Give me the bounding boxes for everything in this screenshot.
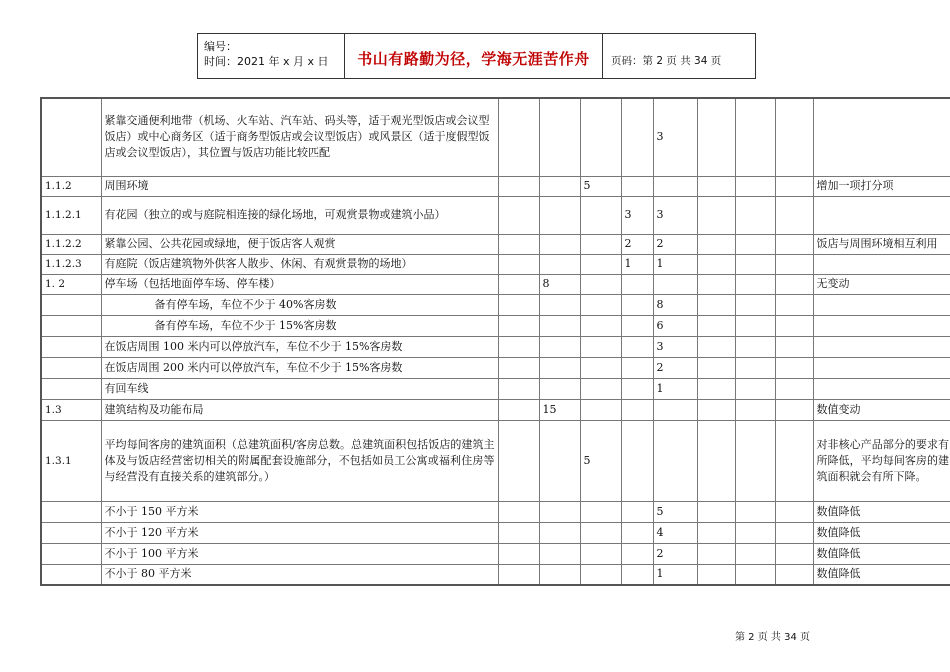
score-cell	[539, 543, 580, 564]
score-cell	[498, 234, 539, 254]
remark-cell: 数值降低	[813, 522, 950, 543]
score-cell: 2	[653, 543, 697, 564]
table-row	[41, 274, 950, 294]
score-cell	[539, 501, 580, 522]
score-cell	[775, 315, 813, 336]
score-cell	[775, 294, 813, 315]
score-cell	[580, 336, 621, 357]
score-cell	[580, 196, 621, 234]
score-cell	[697, 196, 735, 234]
score-cell: 1	[621, 254, 653, 274]
score-cell: 2	[653, 357, 697, 378]
score-cell	[498, 196, 539, 234]
remark-cell: 饭店与周围环境相互利用	[813, 234, 950, 254]
time-label: 时间：2021 年 x 月 x 日	[204, 55, 329, 68]
code-cell	[41, 357, 101, 378]
score-cell	[539, 98, 580, 176]
score-cell: 15	[539, 399, 580, 420]
item-cell: 在饭店周围 200 米内可以停放汽车，车位不少于 15%客房数	[101, 357, 498, 378]
rating-table	[40, 97, 950, 586]
score-cell	[580, 564, 621, 585]
remark-cell: 对非核心产品部分的要求有所降低，平均每间客房的建筑面积就会有所下降。	[813, 420, 950, 501]
score-cell	[775, 357, 813, 378]
score-cell	[580, 501, 621, 522]
score-cell: 5	[653, 501, 697, 522]
score-cell	[697, 315, 735, 336]
score-cell	[498, 564, 539, 585]
score-cell	[775, 274, 813, 294]
score-cell: 3	[653, 98, 697, 176]
score-cell	[735, 294, 775, 315]
score-cell	[580, 543, 621, 564]
item-cell: 平均每间客房的建筑面积（总建筑面积/客房总数。总建筑面积包括饭店的建筑主体及与饭店经营密切相关的附属配套设施部分，不包括如员工公寓或福利住房等与经营没有直接关系的建筑部分。）	[101, 420, 498, 501]
item-cell: 停车场（包括地面停车场、停车楼）	[101, 274, 498, 294]
score-cell: 2	[621, 234, 653, 254]
code-cell	[41, 294, 101, 315]
score-cell	[697, 399, 735, 420]
score-cell	[735, 522, 775, 543]
page-header	[197, 33, 756, 79]
table-row	[41, 98, 950, 176]
score-cell	[775, 564, 813, 585]
score-cell	[775, 501, 813, 522]
code-cell: 1.3	[41, 399, 101, 420]
table-row	[41, 399, 950, 420]
score-cell	[653, 176, 697, 196]
score-cell: 5	[580, 176, 621, 196]
code-cell	[41, 315, 101, 336]
remark-cell: 增加一项打分项	[813, 176, 950, 196]
table-row	[41, 420, 950, 501]
code-cell	[41, 98, 101, 176]
score-cell	[697, 274, 735, 294]
header-meta	[197, 33, 344, 79]
score-cell: 3	[653, 336, 697, 357]
remark-cell	[813, 294, 950, 315]
score-cell	[697, 176, 735, 196]
remark-cell	[813, 315, 950, 336]
table-row	[41, 234, 950, 254]
score-cell	[498, 522, 539, 543]
score-cell	[735, 234, 775, 254]
score-cell	[498, 378, 539, 399]
remark-cell: 数值变动	[813, 399, 950, 420]
remark-cell: 数值降低	[813, 564, 950, 585]
rating-table-body	[41, 98, 950, 585]
score-cell	[539, 378, 580, 399]
score-cell	[735, 378, 775, 399]
score-cell	[735, 176, 775, 196]
score-cell	[580, 399, 621, 420]
score-cell	[580, 294, 621, 315]
header-page-box	[603, 33, 756, 79]
score-cell	[775, 399, 813, 420]
item-cell: 在饭店周围 100 米内可以停放汽车，车位不少于 15%客房数	[101, 336, 498, 357]
score-cell	[580, 378, 621, 399]
remark-cell: 数值降低	[813, 501, 950, 522]
score-cell	[539, 294, 580, 315]
remark-cell	[813, 254, 950, 274]
remark-cell: 数值降低	[813, 543, 950, 564]
score-cell	[697, 501, 735, 522]
score-cell	[580, 234, 621, 254]
score-cell	[580, 254, 621, 274]
score-cell	[697, 357, 735, 378]
score-cell	[539, 176, 580, 196]
table-row	[41, 315, 950, 336]
item-cell: 有回车线	[101, 378, 498, 399]
score-cell	[775, 176, 813, 196]
score-cell	[539, 254, 580, 274]
score-cell: 1	[653, 378, 697, 399]
score-cell	[539, 336, 580, 357]
score-cell	[735, 315, 775, 336]
score-cell	[735, 357, 775, 378]
score-cell	[621, 378, 653, 399]
score-cell	[653, 399, 697, 420]
score-cell: 8	[539, 274, 580, 294]
remark-cell	[813, 336, 950, 357]
score-cell	[735, 254, 775, 274]
score-cell	[539, 196, 580, 234]
score-cell	[697, 336, 735, 357]
score-cell	[498, 336, 539, 357]
score-cell	[653, 274, 697, 294]
score-cell	[775, 254, 813, 274]
score-cell	[539, 522, 580, 543]
score-cell	[653, 420, 697, 501]
score-cell	[735, 336, 775, 357]
score-cell	[775, 543, 813, 564]
remark-cell	[813, 357, 950, 378]
score-cell: 2	[653, 234, 697, 254]
score-cell	[697, 254, 735, 274]
code-cell	[41, 378, 101, 399]
item-cell: 备有停车场，车位不少于 15%客房数	[101, 315, 498, 336]
score-cell	[775, 420, 813, 501]
score-cell	[580, 315, 621, 336]
page-footer: 第 2 页 共 34 页	[735, 632, 810, 643]
table-row	[41, 254, 950, 274]
remark-cell	[813, 98, 950, 176]
code-cell	[41, 564, 101, 585]
score-cell	[621, 564, 653, 585]
table-row	[41, 176, 950, 196]
code-cell	[41, 522, 101, 543]
score-cell	[697, 294, 735, 315]
header-page-label: 页码：第 2 页 共 34 页	[611, 55, 722, 67]
score-cell	[621, 420, 653, 501]
score-cell: 4	[653, 522, 697, 543]
item-cell: 紧靠交通便利地带（机场、火车站、汽车站、码头等，适于观光型饭店或会议型饭店）或中心商务区（适于商务型饭店或会议型饭店）或风景区（适于度假型饭店或会议型饭店），其位置与饭店功能比较匹配	[101, 98, 498, 176]
score-cell	[735, 501, 775, 522]
code-cell: 1.1.2.1	[41, 196, 101, 234]
item-cell: 紧靠公园、公共花园或绿地，便于饭店客人观赏	[101, 234, 498, 254]
score-cell	[580, 357, 621, 378]
score-cell	[498, 501, 539, 522]
score-cell	[580, 522, 621, 543]
score-cell	[621, 522, 653, 543]
score-cell	[498, 420, 539, 501]
score-cell	[697, 543, 735, 564]
table-row	[41, 543, 950, 564]
score-cell: 5	[580, 420, 621, 501]
score-cell	[498, 176, 539, 196]
score-cell	[621, 357, 653, 378]
code-cell: 1.1.2.2	[41, 234, 101, 254]
score-cell	[498, 399, 539, 420]
score-cell	[580, 274, 621, 294]
score-cell	[697, 98, 735, 176]
code-cell: 1.1.2	[41, 176, 101, 196]
table-row	[41, 501, 950, 522]
score-cell	[735, 564, 775, 585]
score-cell	[697, 420, 735, 501]
score-cell	[775, 98, 813, 176]
score-cell	[697, 234, 735, 254]
table-row	[41, 336, 950, 357]
score-cell	[735, 196, 775, 234]
item-cell: 不小于 120 平方米	[101, 522, 498, 543]
motto-text: 书山有路勤为径，学海无涯苦作舟	[357, 50, 590, 68]
code-cell: 1.3.1	[41, 420, 101, 501]
score-cell	[498, 357, 539, 378]
score-cell	[621, 274, 653, 294]
score-cell	[697, 522, 735, 543]
score-cell	[735, 543, 775, 564]
item-cell: 不小于 100 平方米	[101, 543, 498, 564]
table-row	[41, 522, 950, 543]
code-cell	[41, 543, 101, 564]
score-cell	[775, 522, 813, 543]
score-cell	[498, 98, 539, 176]
item-cell: 不小于 80 平方米	[101, 564, 498, 585]
code-cell: 1.1.2.3	[41, 254, 101, 274]
item-cell: 建筑结构及功能布局	[101, 399, 498, 420]
score-cell	[735, 274, 775, 294]
score-cell	[735, 420, 775, 501]
score-cell	[735, 399, 775, 420]
score-cell	[498, 543, 539, 564]
score-cell	[621, 543, 653, 564]
item-cell: 有花园（独立的或与庭院相连接的绿化场地，可观赏景物或建筑小品）	[101, 196, 498, 234]
score-cell	[697, 378, 735, 399]
score-cell	[621, 98, 653, 176]
number-label: 编号：	[204, 40, 237, 53]
score-cell	[498, 254, 539, 274]
code-cell	[41, 336, 101, 357]
table-row	[41, 196, 950, 234]
score-cell	[498, 294, 539, 315]
table-row	[41, 357, 950, 378]
score-cell	[775, 378, 813, 399]
score-cell	[775, 336, 813, 357]
header-motto-box	[344, 33, 603, 79]
table-row	[41, 378, 950, 399]
item-cell: 备有停车场，车位不少于 40%客房数	[101, 294, 498, 315]
table-row	[41, 294, 950, 315]
score-cell	[735, 98, 775, 176]
remark-cell	[813, 378, 950, 399]
item-cell: 有庭院（饭店建筑物外供客人散步、休闲、有观赏景物的场地）	[101, 254, 498, 274]
score-cell	[539, 315, 580, 336]
score-cell	[621, 501, 653, 522]
score-cell	[580, 98, 621, 176]
remark-cell: 无变动	[813, 274, 950, 294]
score-cell	[621, 336, 653, 357]
score-cell	[539, 234, 580, 254]
score-cell	[539, 357, 580, 378]
code-cell	[41, 501, 101, 522]
score-cell	[539, 564, 580, 585]
score-cell: 1	[653, 564, 697, 585]
score-cell	[621, 294, 653, 315]
score-cell: 3	[653, 196, 697, 234]
score-cell	[621, 176, 653, 196]
item-cell: 周围环境	[101, 176, 498, 196]
score-cell	[621, 315, 653, 336]
remark-cell	[813, 196, 950, 234]
table-row	[41, 564, 950, 585]
score-cell: 3	[621, 196, 653, 234]
score-cell	[498, 274, 539, 294]
score-cell	[498, 315, 539, 336]
score-cell: 8	[653, 294, 697, 315]
code-cell: 1. 2	[41, 274, 101, 294]
score-cell	[697, 564, 735, 585]
score-cell	[775, 196, 813, 234]
score-cell: 1	[653, 254, 697, 274]
item-cell: 不小于 150 平方米	[101, 501, 498, 522]
score-cell	[621, 399, 653, 420]
score-cell: 6	[653, 315, 697, 336]
score-cell	[775, 234, 813, 254]
score-cell	[539, 420, 580, 501]
